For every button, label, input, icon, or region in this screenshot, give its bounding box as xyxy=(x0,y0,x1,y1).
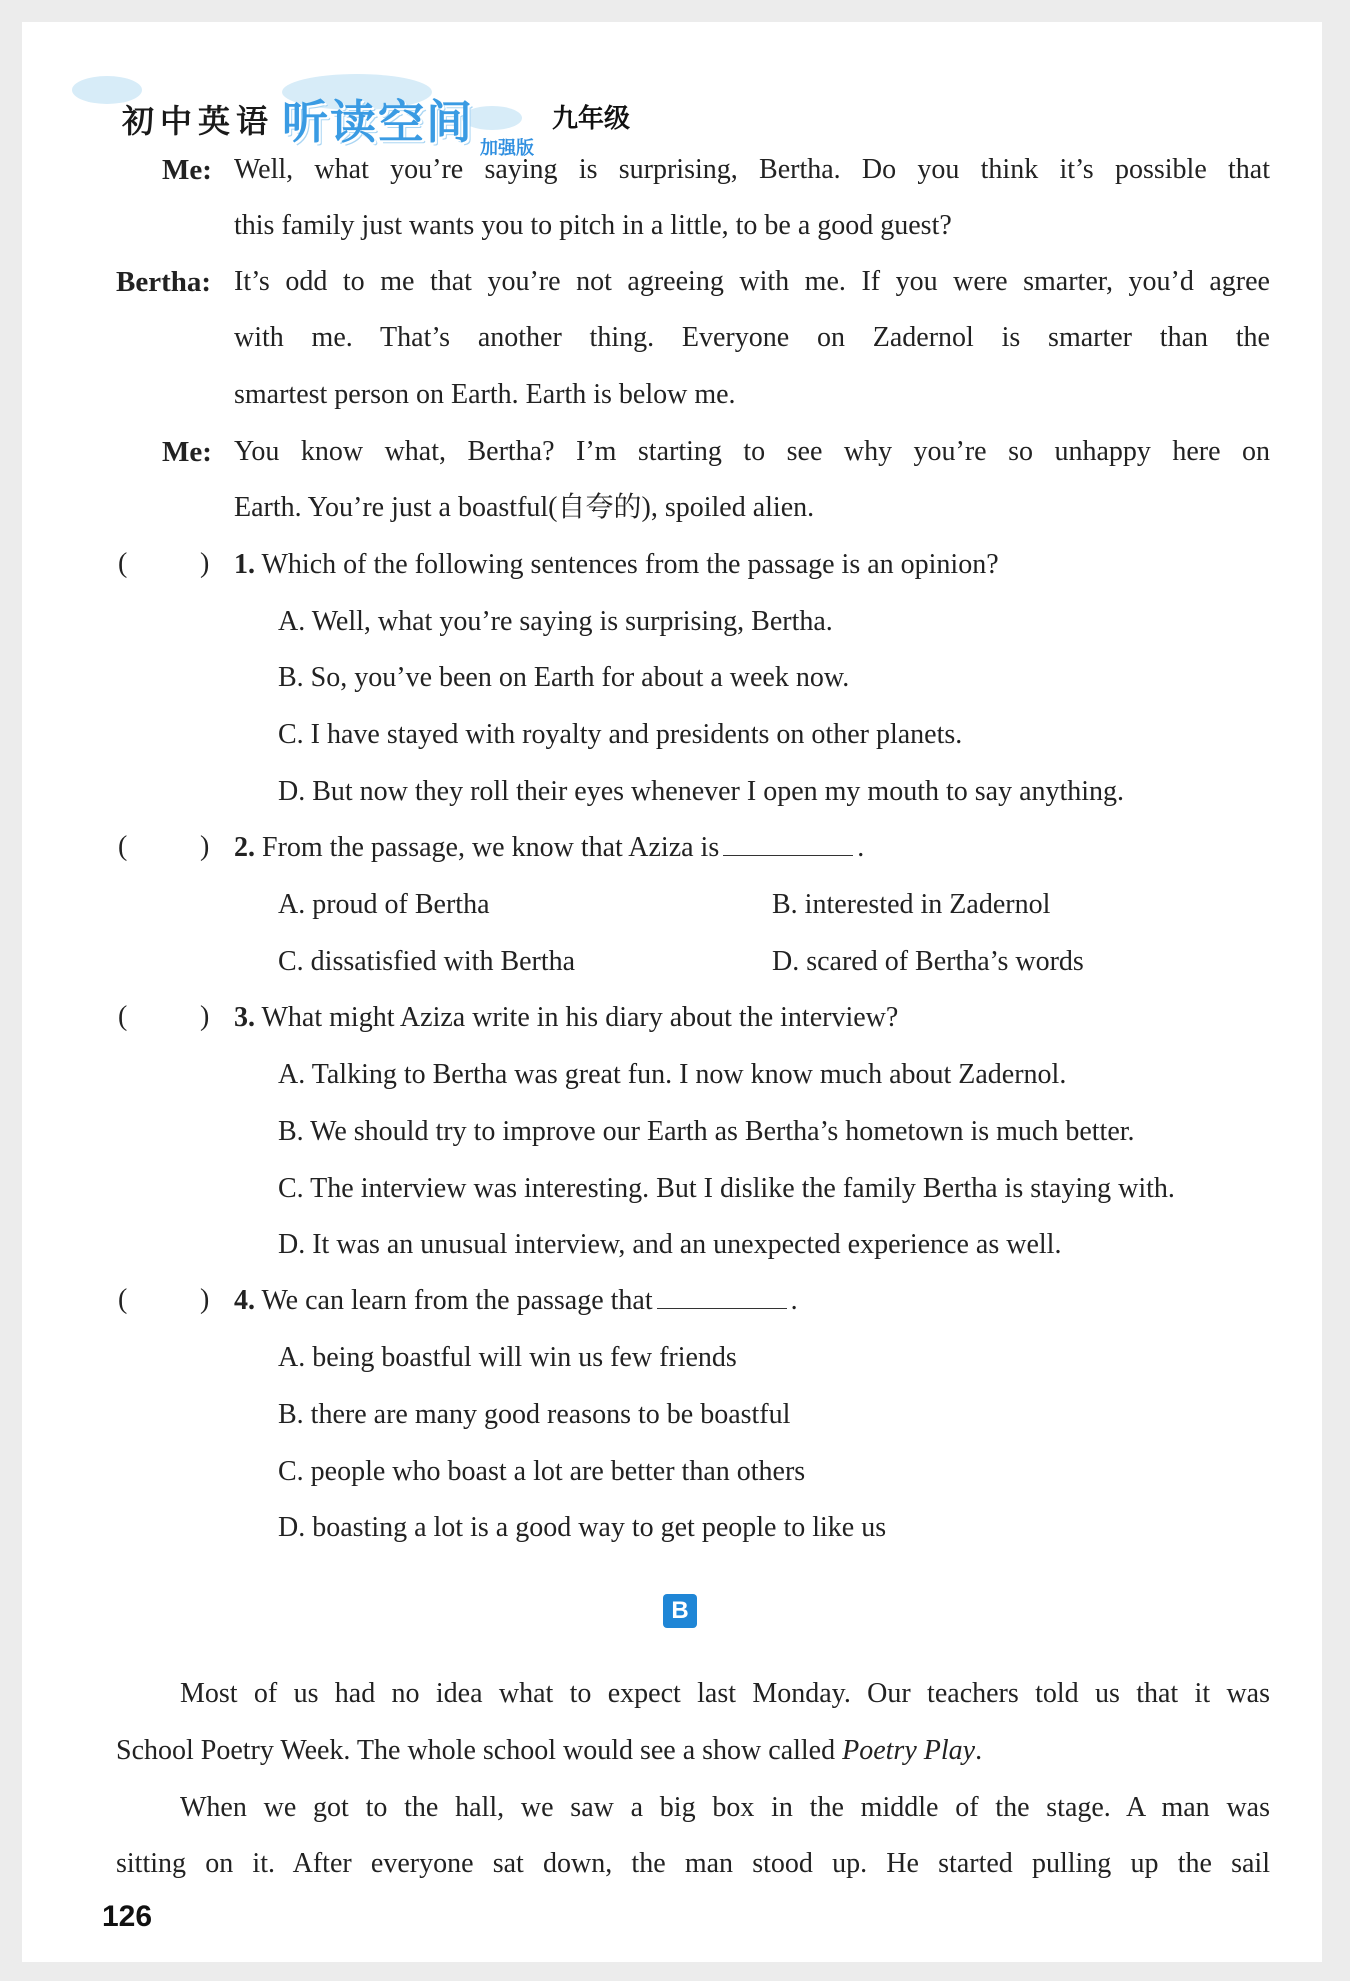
answer-blank xyxy=(657,1282,787,1309)
question-stem: Which of the following sentences from the passage is an opinion? xyxy=(261,549,999,580)
question-number: 2. xyxy=(234,832,255,863)
passage-text: Most of us had no idea what to expect last Monday. Our teachers told us that it was xyxy=(180,1678,1270,1709)
question-number: 1. xyxy=(234,549,255,580)
series-name: 初中英语 xyxy=(122,102,275,140)
answer-paren-close: ) xyxy=(200,831,210,862)
book-title: 听读空间 xyxy=(282,95,474,149)
dialogue-text: Well, what you’re saying is surprising, Bertha. Do you think it’s possible that xyxy=(234,154,1270,185)
answer-paren-close: ) xyxy=(200,1284,210,1315)
option-c: C. dissatisfied with Bertha xyxy=(278,946,576,977)
edition-label: 加强版 xyxy=(480,138,534,159)
dialogue-text: with me. That’s another thing. Everyone on Zadernol is smarter than the xyxy=(234,322,1270,353)
option-a: A. Talking to Bertha was great fun. I now know much about Zadernol. xyxy=(278,1059,1067,1090)
option-a: A. proud of Bertha xyxy=(278,889,490,920)
option-d: D. But now they roll their eyes whenever I open my mouth to say anything. xyxy=(278,776,1125,807)
option-d: D. It was an unusual interview, and an unexpected experience as well. xyxy=(278,1229,1062,1260)
dialogue-text: Earth. You’re just a boastful(自夸的), spoiled alien. xyxy=(234,492,815,523)
stem-end: . xyxy=(790,1285,798,1316)
passage-span: . xyxy=(975,1735,983,1766)
speaker-me: Me xyxy=(162,436,203,468)
dialogue-text: You know what, Bertha? I’m starting to see why you’re so unhappy here on xyxy=(234,436,1270,467)
question-stem: What might Aziza write in his diary about the interview? xyxy=(261,1002,899,1033)
question-number: 4. xyxy=(234,1285,255,1316)
question-number: 3. xyxy=(234,1002,255,1033)
page-number: 126 xyxy=(102,1900,153,1933)
question-stem: We can learn from the passage that xyxy=(261,1285,653,1316)
dialogue-line: Me: xyxy=(162,436,212,468)
question-4 xyxy=(234,1281,798,1321)
option-b: B. We should try to improve our Earth as Bertha’s hometown is much better. xyxy=(278,1116,1135,1147)
passage-text: When we got to the hall, we saw a big box in the middle of the stage. A man was xyxy=(180,1792,1270,1823)
page xyxy=(22,22,1322,1962)
answer-paren-close: ) xyxy=(200,1001,210,1032)
option-b: B. interested in Zadernol xyxy=(772,889,1051,920)
question-2 xyxy=(234,828,864,868)
dialogue-text: this family just wants you to pitch in a little, to be a good guest? xyxy=(234,210,952,241)
answer-paren-open: ( xyxy=(118,1284,128,1315)
answer-paren-open: ( xyxy=(118,831,128,862)
show-title: Poetry Play xyxy=(842,1735,976,1766)
grade-label: 九年级 xyxy=(552,104,631,134)
option-b: B. there are many good reasons to be boastful xyxy=(278,1399,791,1430)
option-c: C. people who boast a lot are better than others xyxy=(278,1456,806,1487)
answer-paren-open: ( xyxy=(118,548,128,579)
dialogue-line: Me: xyxy=(162,154,212,186)
option-d: D. boasting a lot is a good way to get people to like us xyxy=(278,1512,887,1543)
page-header xyxy=(72,66,772,159)
option-d: D. scared of Bertha’s words xyxy=(772,946,1084,977)
stem-end: . xyxy=(857,832,865,863)
speaker-me: Me xyxy=(162,154,203,186)
question-3 xyxy=(234,998,898,1038)
passage-span: School Poetry Week. The whole school would see a show called xyxy=(116,1735,843,1766)
speaker-bertha: Bertha xyxy=(116,266,202,298)
dialogue-text: It’s odd to me that you’re not agreeing with me. If you were smarter, you’d agree xyxy=(234,266,1270,297)
section-b-badge: B xyxy=(663,1594,697,1628)
option-c: C. The interview was interesting. But I dislike the family Bertha is staying with. xyxy=(278,1173,1175,1204)
passage-text xyxy=(116,1731,982,1771)
answer-blank xyxy=(723,829,853,856)
dialogue-line: Bertha: xyxy=(116,266,212,298)
option-c: C. I have stayed with royalty and presidents on other planets. xyxy=(278,719,963,750)
option-b: B. So, you’ve been on Earth for about a week now. xyxy=(278,662,850,693)
option-a: A. being boastful will win us few friends xyxy=(278,1342,737,1373)
question-stem: From the passage, we know that Aziza is xyxy=(262,832,720,863)
passage-text: sitting on it. After everyone sat down, the man stood up. He started pulling up the sail xyxy=(116,1848,1270,1879)
dialogue-text: smartest person on Earth. Earth is below me. xyxy=(234,379,736,410)
question-1 xyxy=(234,545,999,585)
answer-paren-close: ) xyxy=(200,548,210,579)
answer-paren-open: ( xyxy=(118,1001,128,1032)
option-a: A. Well, what you’re saying is surprising, Bertha. xyxy=(278,606,833,637)
